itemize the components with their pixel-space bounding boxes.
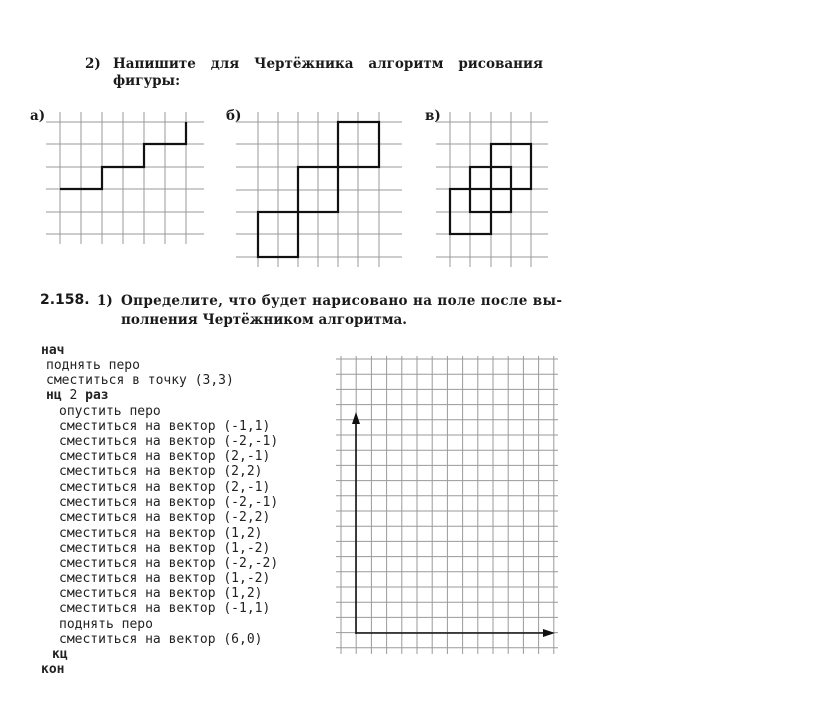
algo-line: сместиться на вектор (1,-2) [59,541,271,556]
task-heading-line2: фигуры: [113,73,181,89]
heading-word: рисования [458,56,543,72]
algo-line: кц [52,647,68,662]
overlapping-squares-figure [450,144,531,234]
coordinate-axes [352,412,555,637]
algo-line: сместиться на вектор (2,-1) [59,480,271,495]
task-158-number: 2.158. [40,292,90,308]
algo-line: сместиться на вектор (-2,-1) [59,495,279,510]
algo-line: нач [41,343,65,358]
algo-line: сместиться на вектор (6,0) [59,632,263,647]
heading-word: Чертёжника [254,56,354,72]
heading-word: для [210,56,240,72]
algo-line: сместиться на вектор (1,2) [59,586,263,601]
figure-label-a: а) [30,108,46,124]
drawing-field [336,356,562,656]
y-axis-arrow [352,412,360,424]
task-158-line1: Определите, что будет нарисовано на поле после вы- [121,293,563,309]
algo-line: сместиться на вектор (-2,2) [59,510,271,525]
algo-line: сместиться на вектор (-1,1) [59,419,271,434]
loop-suffix: раз [85,388,109,403]
figure-c-grid [436,112,552,270]
algo-line: поднять перо [46,358,140,373]
algo-line-loop [46,388,109,403]
field-grid [336,356,558,654]
algo-line: сместиться на вектор (-1,1) [59,601,271,616]
algorithm-listing [0,0,330,714]
algo-line: кон [41,662,65,677]
task-number: 2) [85,56,101,72]
x-axis-arrow [543,629,555,637]
algo-line: сместиться в точку (3,3) [46,373,234,388]
task-158-sub: 1) [97,293,113,309]
algo-line: сместиться на вектор (1,2) [59,526,263,541]
figure-label-c: в) [425,108,441,124]
algo-line: поднять перо [59,617,153,632]
algo-line: сместиться на вектор (-2,-2) [59,556,279,571]
loop-keyword: нц [46,388,62,403]
algo-line: сместиться на вектор (-2,-1) [59,434,279,449]
algo-line: опустить перо [59,404,161,419]
task-158-line2: полнения Чертёжником алгоритма. [121,312,407,328]
algo-line: сместиться на вектор (2,-1) [59,449,271,464]
algo-line: сместиться на вектор (2,2) [59,464,263,479]
loop-count: 2 [69,388,78,403]
figure-label-b: б) [226,108,242,124]
algo-line: сместиться на вектор (1,-2) [59,571,271,586]
heading-word: Напишите [113,56,196,72]
heading-word: алгоритм [368,56,444,72]
